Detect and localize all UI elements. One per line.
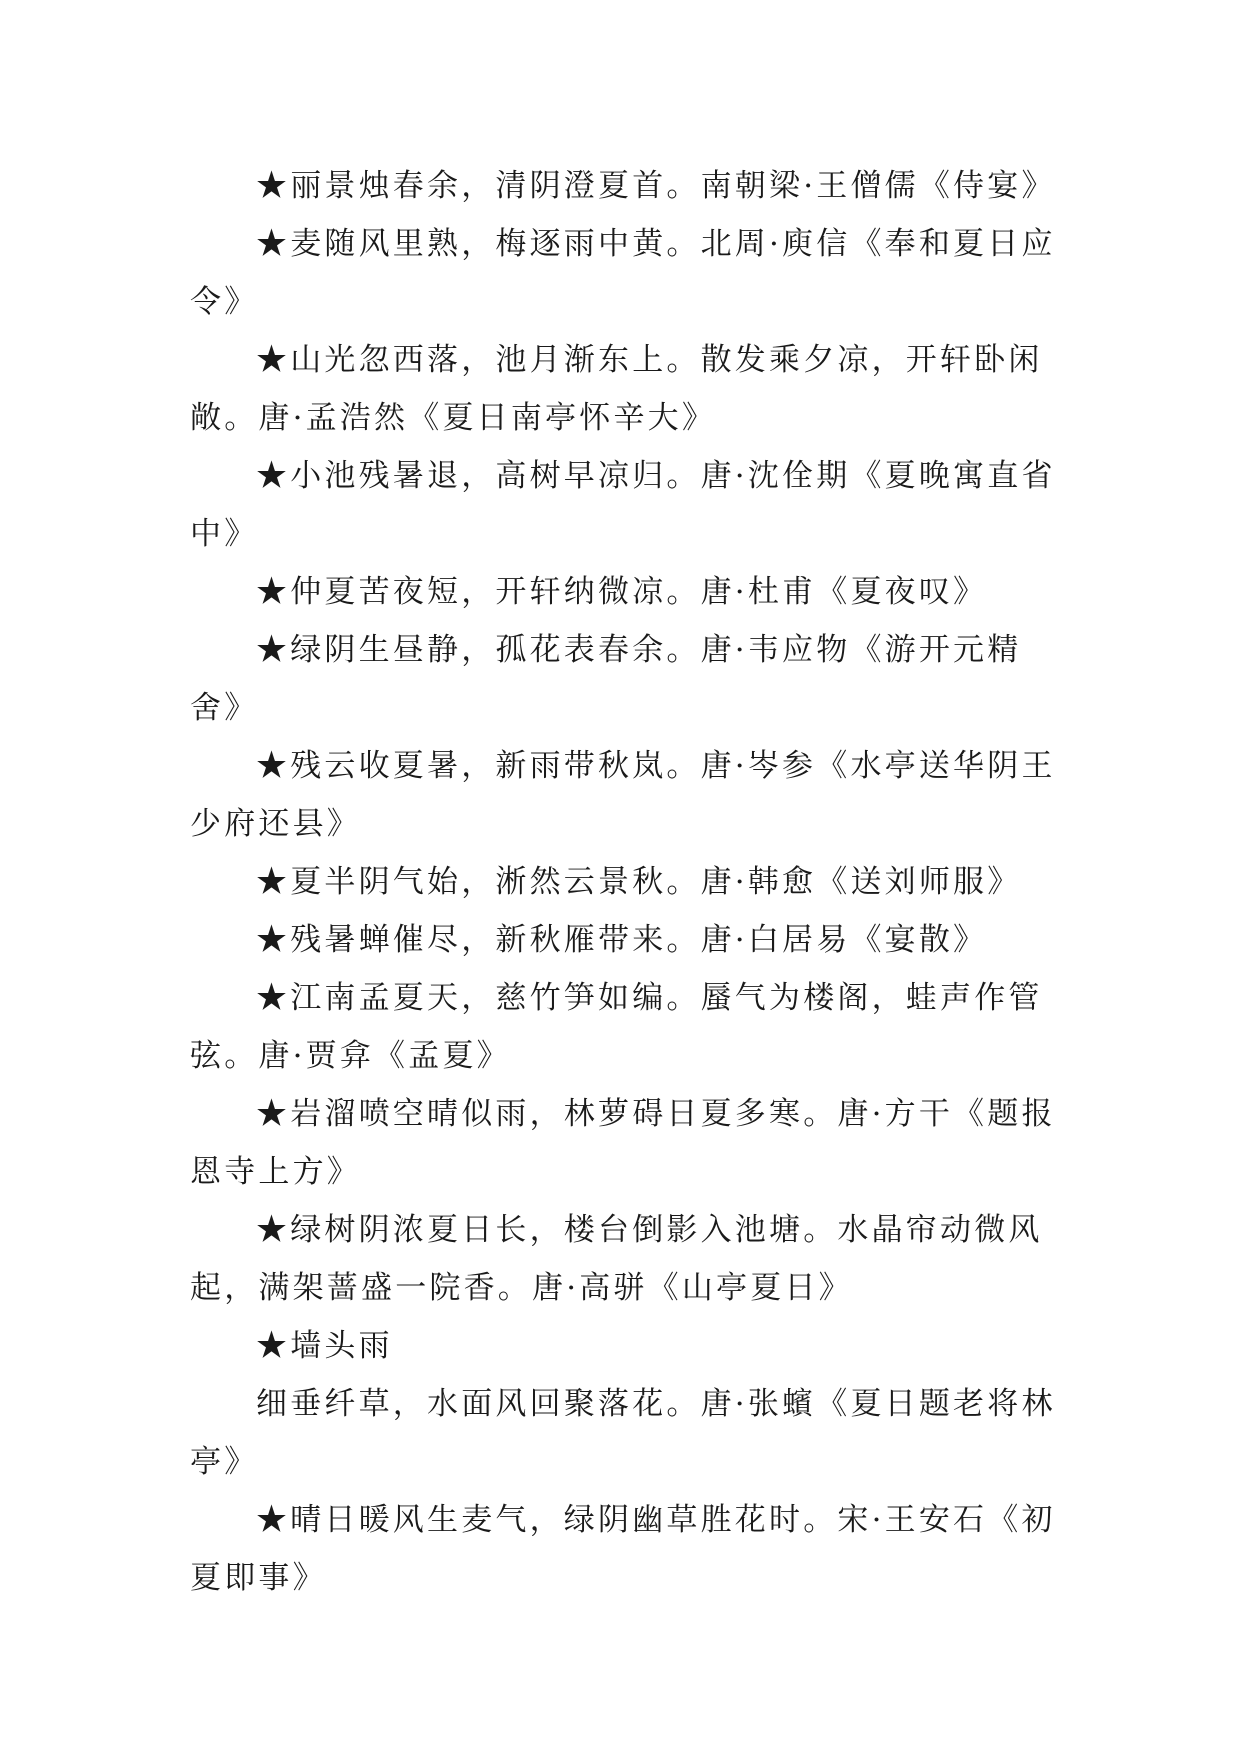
quote-paragraph: ★仲夏苦夜短，开轩纳微凉。唐·杜甫《夏夜叹》	[256, 574, 988, 610]
quote-paragraph: ★岩溜喷空晴似雨，林萝碍日夏多寒。唐·方干《题报恩寺上方》	[190, 1096, 1056, 1190]
quote-paragraph: ★麦随风里熟，梅逐雨中黄。北周·庾信《奉和夏日应令》	[190, 226, 1056, 320]
quote-paragraph: 细垂纤草，水面风回聚落花。唐·张蠙《夏日题老将林亭》	[190, 1386, 1056, 1480]
document-body	[190, 157, 1060, 1607]
quote-paragraph: ★山光忽西落，池月渐东上。散发乘夕凉，开轩卧闲敞。唐·孟浩然《夏日南亭怀辛大》	[190, 342, 1043, 436]
quote-paragraph: ★小池残暑退，高树早凉归。唐·沈佺期《夏晚寓直省中》	[190, 458, 1056, 552]
quote-paragraph: ★江南孟夏天，慈竹笋如编。蜃气为楼阁，蛙声作管弦。唐·贾弇《孟夏》	[190, 980, 1043, 1074]
quote-paragraph: ★绿阴生昼静，孤花表春余。唐·韦应物《游开元精舍》	[190, 632, 1022, 726]
quote-paragraph: ★夏半阴气始，淅然云景秋。唐·韩愈《送刘师服》	[256, 864, 1022, 900]
quote-paragraph: ★丽景烛春余，清阴澄夏首。南朝梁·王僧儒《侍宴》	[256, 168, 1056, 204]
quote-paragraph: ★晴日暖风生麦气，绿阴幽草胜花时。宋·王安石《初夏即事》	[190, 1502, 1056, 1596]
quote-paragraph: ★墙头雨	[256, 1328, 393, 1364]
quote-paragraph: ★绿树阴浓夏日长，楼台倒影入池塘。水晶帘动微风起，满架蔷盛一院香。唐·高骈《山亭夏日》	[190, 1212, 1043, 1306]
quote-paragraph: ★残暑蝉催尽，新秋雁带来。唐·白居易《宴散》	[256, 922, 988, 958]
quote-paragraph: ★残云收夏暑，新雨带秋岚。唐·岑参《水亭送华阴王少府还县》	[190, 748, 1056, 842]
